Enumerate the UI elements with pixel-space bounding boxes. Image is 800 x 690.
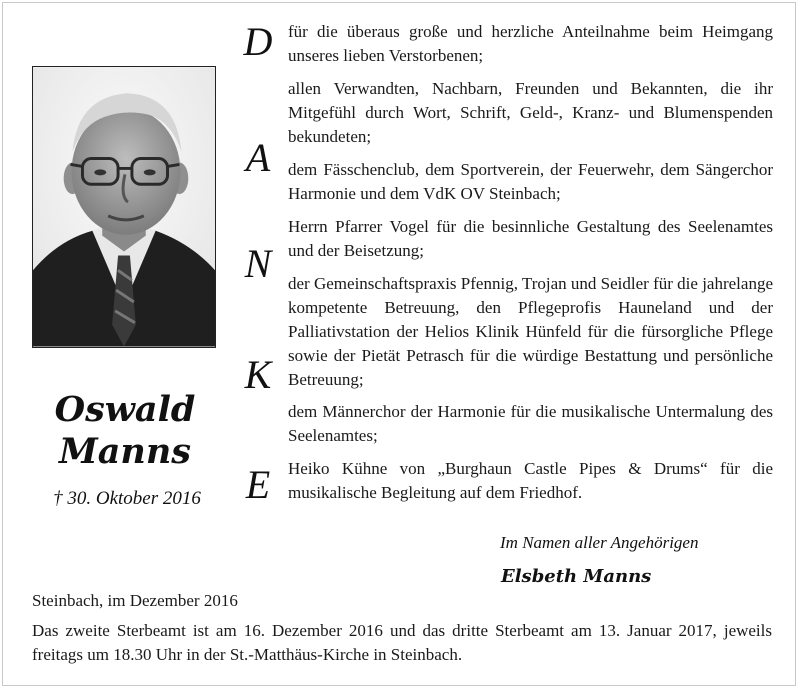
memorial-notice: Das zweite Sterbeamt ist am 16. Dezember 2016 und das dritte Sterbeamt am 13. Januar 2017, jeweils freitags um 18.30 Uhr in der St.-Matthäus-Kirche in Steinbach. — [32, 621, 772, 664]
danke-letter-a: A — [245, 135, 271, 180]
place-date: Steinbach, im Dezember 2016 — [32, 591, 238, 610]
thanks-paragraph: Herrn Pfarrer Vogel für die besinnliche Gestaltung des Seelenamtes und der Beisetzung; — [288, 217, 773, 260]
danke-letter-e: E — [245, 462, 271, 507]
deceased-first-name: Oswald — [54, 389, 196, 430]
portrait-photo — [32, 66, 216, 348]
death-date: † 30. Oktober 2016 — [53, 488, 201, 509]
thanks-paragraph: der Gemeinschaftspraxis Pfennig, Trojan und Seidler für die jahrelange kompetente Betreuung, den Pflegeprofis Hauneland und der Palliativstation der Helios Klinik Hünfeld für die fürsorgliche Pflege sowie der Pietät Petrasch für die würdige Bestattung und persönliche Betreuung; — [288, 274, 773, 389]
thanks-paragraph: dem Fässchenclub, dem Sportverein, der Feuerwehr, dem Sängerchor Harmonie und dem VdK OV Steinbach; — [288, 160, 773, 203]
danke-letter-k: K — [244, 352, 272, 397]
thanks-paragraph: Heiko Kühne von „Burghaun Castle Pipes & Drums“ für die musikalische Begleitung auf dem Friedhof. — [288, 459, 773, 502]
signature-intro: Im Namen aller Angehörigen — [500, 533, 699, 552]
danke-letter-n: N — [244, 241, 272, 286]
danke-letter-d: D — [243, 19, 273, 64]
deceased-last-name: Manns — [58, 431, 192, 472]
thanks-paragraph: allen Verwandten, Nachbarn, Freunden und Bekannten, die ihr Mitgefühl durch Wort, Schrift, Geld-, Kranz- und Blumenspenden bekundeten; — [288, 79, 773, 146]
thanks-paragraph: für die überaus große und herzliche Anteilnahme beim Heimgang unseres lieben Verstorbenen; — [288, 22, 773, 65]
signature-name: Elsbeth Manns — [501, 566, 652, 587]
thanks-paragraph: dem Männerchor der Harmonie für die musikalische Untermalung des Seelenamtes; — [288, 402, 773, 445]
